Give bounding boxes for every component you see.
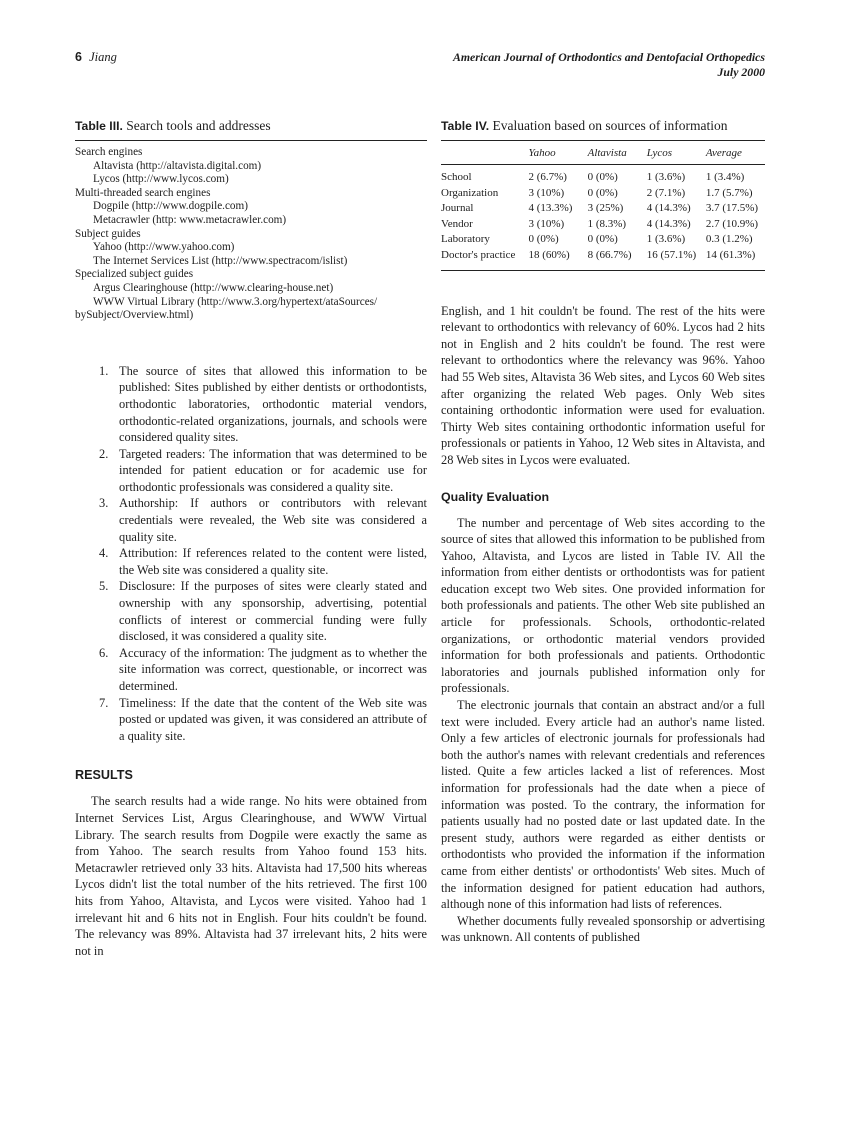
table3-caption [75,118,427,134]
item-text: Disclosure: If the purposes of sites were clearly stated and ownership with any sponsorship, advertising, potential conflicts of interest or commercial funding were fully disclosed, it was considered a quality site. [119,579,427,644]
cell-value: 2 (7.1%) [646,186,686,199]
item-text: Accuracy of the information: The judgment as to whether the site information was correct, questionable, or incorrect was determined. [119,645,427,693]
item-text: Timeliness: If the date that the content of the Web site was posted or updated was given, it was considered an attribute of a quality site. [119,695,427,743]
table3-line: WWW Virtual Library (http://www.3.org/hypertext/ataSources/ [93,295,378,308]
table3-line: Lycos (http://www.lycos.com) [93,173,229,186]
table-row [441,201,765,217]
column-header-empty [441,141,528,165]
cell-value: 4 (14.3%) [646,217,691,230]
table3-rule [75,140,427,141]
item-text: The source of sites that allowed this information to be published: Sites published by either dentists or orthodontists, orthodontic laboratories, orthodontic material vendors, orthodontic-related organizations, journals, and schools were considered quality sites. [119,363,427,445]
issue-date: July 2000 [717,65,765,79]
item-number: 5. [99,579,109,594]
cell-value: 2.7 (10.9%) [705,217,759,230]
cell-value: 3 (10%) [528,217,565,230]
item-number: 2. [99,446,109,461]
cell-value: 8 (66.7%) [587,248,632,261]
table3-line: Subject guides [75,227,141,240]
list-item [75,695,427,745]
running-head-left [75,50,117,65]
item-number: 4. [99,546,109,561]
table3-line: bySubject/Overview.html) [75,309,194,322]
running-head-right [453,50,765,80]
row-label: Vendor [441,217,473,230]
item-text: Targeted readers: The information that was determined to be intended for patient education or for academic use for orthodontic professionals was considered a quality site. [119,446,427,494]
table3-line: Dogpile (http://www.dogpile.com) [93,200,248,213]
row-label: Journal [441,202,474,215]
column-header: Yahoo [528,147,556,159]
table3-line: Altavista (http://altavista.digital.com) [93,159,262,172]
table4-label: Table IV. [441,119,490,133]
cell-value: 2 (6.7%) [528,171,567,183]
row-label: School [441,171,472,183]
cell-value: 18 (60%) [528,248,570,261]
item-number: 6. [99,645,109,660]
two-column-body [75,118,765,959]
cell-value: 4 (13.3%) [528,202,573,215]
cell-value: 0 (0%) [587,171,618,183]
item-text: Attribution: If references related to the content were listed, the Web site was considered a quality site. [119,546,427,577]
right-column [441,118,765,959]
table4-title: Evaluation based on sources of information [492,118,728,133]
table-row [441,232,765,248]
author-name: Jiang [89,50,117,64]
cell-value: 0.3 (1.2%) [705,233,753,246]
item-number: 7. [99,695,109,710]
cell-value: 0 (0%) [528,233,559,246]
cell-value: 4 (14.3%) [646,202,691,215]
body-paragraph: The number and percentage of Web sites according to the source of sites that allowed this information to be published from Yahoo, Altavista, and Lycos are listed in Table IV. All the information from either dentists or orthodontists was for patient education except two Web sites. One provided information for both professionals and patients. The other Web site published an article for professionals. Schools, orthodontic-related organizations, or orthodontic material vendors provided information for both professionals and patients. Orthodontic laboratories and journals published information only for professionals. [441,515,765,696]
results-paragraph: The search results had a wide range. No hits were obtained from Internet Services List, Argus Clearinghouse, and WWW Virtual Library. The search results from Dogpile were exactly the same as from Yahoo. The search results from Yahoo found 153 hits. Metacrawler retrieved only 33 hits. Altavista had 17,500 hits whereas Lycos didn't list the total number of the hits retrieved. The first 100 hits from Yahoo, Altavista, and Lycos were visited. Yahoo had 1 irrelevant hit and 6 hits not in English. Four hits couldn't be found. The relevancy was 89%. Altavista had 37 irrelevant hits, 2 hits were not in [75,794,427,958]
item-number: 1. [99,363,109,378]
column-header: Average [705,147,742,159]
page-number: 6 [75,50,82,64]
item-number: 3. [99,496,109,511]
cell-value: 1.7 (5.7%) [705,186,753,199]
list-item [75,545,427,578]
table3-line: Search engines [75,146,143,158]
running-head [75,50,765,80]
table3-title: Search tools and addresses [126,118,271,133]
cell-value: 16 (57.1%) [646,248,697,261]
journal-title: American Journal of Orthodontics and Dentofacial Orthopedics [453,50,765,64]
table3-line: Multi-threaded search engines [75,186,211,199]
table3-line: Yahoo (http://www.yahoo.com) [93,241,235,254]
cell-value: 0 (0%) [587,186,618,199]
column-header: Altavista [587,147,627,159]
row-label: Organization [441,186,499,199]
item-text: Authorship: If authors or contributors with relevant credentials were revealed, the Web site was considered a quality site. [119,496,427,544]
results-continuation-paragraph: English, and 1 hit couldn't be found. The rest of the hits were relevant to orthodontics with relevancy of 60%. Lycos had 2 hits not in English and 2 hits couldn't be found. The rest were relevant to orthodontics where the relevancy was 96%. Yahoo had 55 Web sites, Altavista 36 Web sites, and Lycos 60 Web sites after organizing the related Web pages. Only Web sites containing orthodontic information were used for evaluation. Thirty Web sites containing orthodontic information useful for professionals or patients in Yahoo, 12 Web sites in Altavista, and 28 Web sites in Lycos were evaluated. [441,303,765,467]
list-item [75,578,427,644]
table4-caption [441,118,765,134]
table3-line: Specialized subject guides [75,268,194,281]
column-header: Lycos [646,147,673,159]
cell-value: 1 (3.4%) [705,171,745,183]
table-row [441,248,765,270]
table4-wrap [441,141,765,271]
list-item [75,363,427,446]
cell-value: 3 (10%) [528,186,565,199]
list-item [75,495,427,545]
table-row [441,217,765,233]
body-paragraph: Whether documents fully revealed sponsorship or advertising was unknown. All contents of published [441,913,765,945]
table3-line: The Internet Services List (http://www.spectracom/islist) [93,254,348,267]
table3-list [75,146,427,323]
table3-label: Table III. [75,119,123,133]
table3-line: Argus Clearinghouse (http://www.clearing-house.net) [93,281,334,294]
cell-value: 14 (61.3%) [705,248,756,261]
table4 [441,141,765,270]
quality-evaluation-heading: Quality Evaluation [441,489,550,504]
table3-line: Metacrawler (http: www.metacrawler.com) [93,213,287,226]
cell-value: 3.7 (17.5%) [705,202,759,215]
results-heading: RESULTS [75,768,133,783]
cell-value: 1 (3.6%) [646,233,686,246]
left-column [75,118,427,959]
quality-criteria-list [75,363,427,745]
cell-value: 0 (0%) [587,233,618,246]
table-row [441,186,765,202]
list-item [75,645,427,695]
cell-value: 3 (25%) [587,202,624,215]
row-label: Laboratory [441,233,490,246]
body-paragraph: The electronic journals that contain an abstract and/or a full text were included. Every article had an author's name listed. Only a few articles of electronic journals for professionals had both the author's names with relevant credentials and references listed. Quite a few articles lacked a list of references. Most information for professionals had the date when a piece of information was posted. To the contrary, the information for patients usually had no posted date or last updated date. In the present study, authors were regarded as either dentists or orthodontists who provided the information if the information came from either dentists' or orthodontists' Web sites. Much of the information designed for patient education had authors, although none of this information had lists of references. [441,698,765,912]
table-row [441,165,765,186]
list-item [75,446,427,496]
cell-value: 1 (8.3%) [587,217,627,230]
row-label: Doctor's practice [441,248,516,261]
cell-value: 1 (3.6%) [646,171,686,183]
table4-header-row [441,141,765,165]
page-content [75,50,765,959]
